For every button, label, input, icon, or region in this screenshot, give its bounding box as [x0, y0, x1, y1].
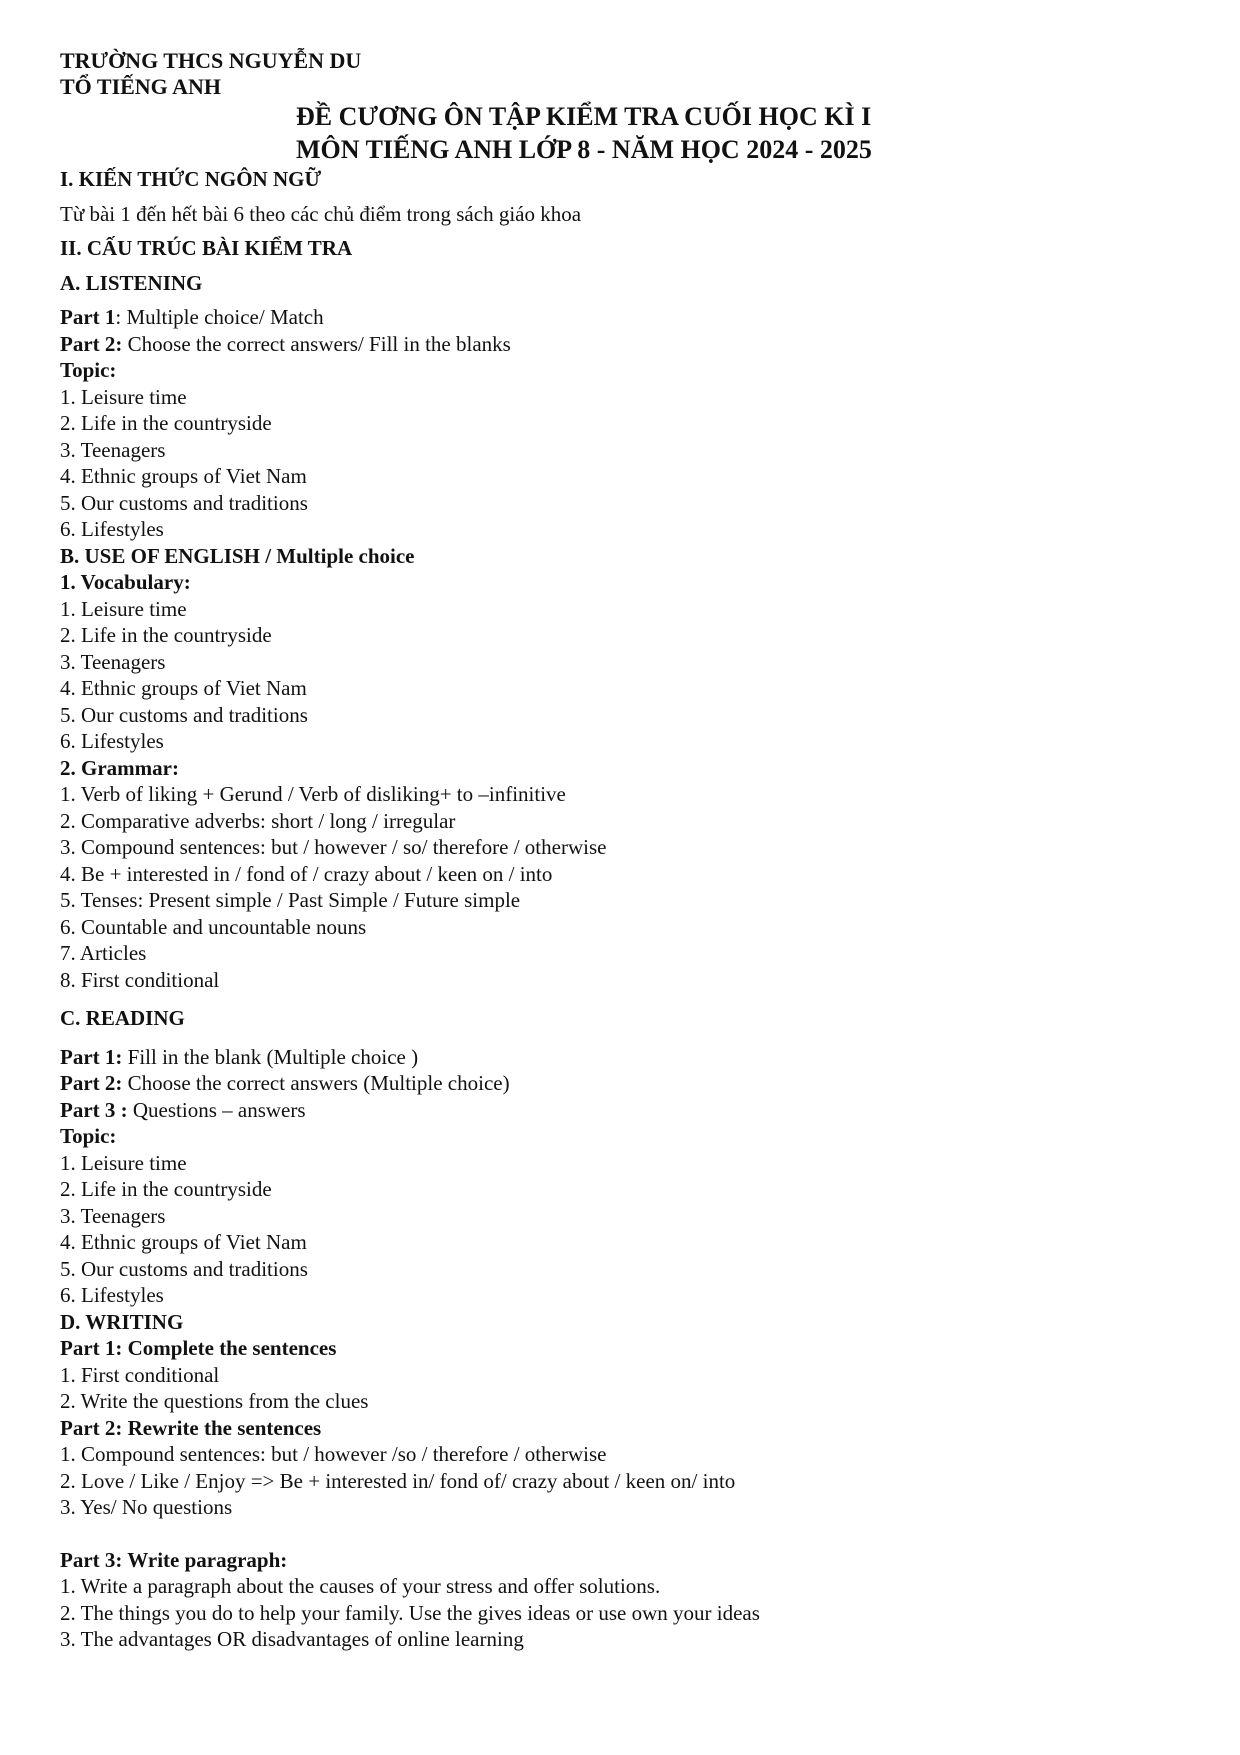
vocabulary-label: 1. Vocabulary: — [60, 570, 191, 594]
list-item: 2. Life in the countryside — [60, 623, 272, 647]
list-item: 5. Our customs and traditions — [60, 702, 308, 727]
writing-part1-label: Part 1: Complete the sentences — [60, 1336, 337, 1360]
list-item: 6. Countable and uncountable nouns — [60, 914, 367, 939]
list-item: 2. Love / Like / Enjoy => Be + interested in/ fond of/ crazy about / keen on/ into — [60, 1468, 736, 1493]
list-item: 6. Lifestyles — [60, 1283, 164, 1307]
writing-part1-list — [60, 1362, 1200, 1415]
list-item: 4. Ethnic groups of Viet Nam — [60, 1230, 307, 1254]
writing-heading: D. WRITING — [60, 1309, 184, 1334]
writing-part3-label: Part 3: Write paragraph: — [60, 1547, 288, 1572]
department-name: TỔ TIẾNG ANH — [60, 74, 221, 99]
document-page — [60, 48, 1200, 1653]
part-label: Part 1 — [60, 305, 116, 329]
list-item: 1. Leisure time — [60, 596, 187, 621]
vocabulary-list — [60, 596, 1200, 755]
list-item: 2. Life in the countryside — [60, 411, 272, 435]
reading-parts — [60, 1044, 1200, 1124]
list-item: 6. Lifestyles — [60, 517, 164, 541]
list-item: 1. Compound sentences: but / however /so / therefore / otherwise — [60, 1442, 607, 1466]
list-item: 8. First conditional — [60, 967, 220, 992]
grammar-list — [60, 781, 1200, 993]
list-item: 4. Be + interested in / fond of / crazy about / keen on / into — [60, 861, 553, 886]
list-item: 3. Compound sentences: but / however / so/ therefore / otherwise — [60, 835, 607, 859]
part-label: Part 3 : — [60, 1097, 128, 1122]
list-item: 2. Life in the countryside — [60, 1177, 272, 1201]
writing-part2-label: Part 2: Rewrite the sentences — [60, 1415, 322, 1440]
list-item: 5. Tenses: Present simple / Past Simple / Future simple — [60, 888, 521, 912]
part-label: Part 2: — [60, 331, 123, 356]
use-of-english-heading: B. USE OF ENGLISH / Multiple choice — [60, 543, 415, 568]
listening-parts — [60, 304, 1200, 357]
section2-heading: II. CẤU TRÚC BÀI KIỂM TRA — [60, 236, 353, 260]
section1-heading: I. KIẾN THỨC NGÔN NGỮ — [60, 167, 322, 191]
list-item: 7. Articles — [60, 941, 147, 965]
part-text: Choose the correct answers/ Fill in the blanks — [122, 331, 511, 356]
part-text: : Multiple choice/ Match — [115, 305, 324, 329]
listening-heading: A. LISTENING — [60, 270, 203, 295]
header — [60, 48, 1200, 166]
listening-part — [60, 304, 1200, 331]
document-title-line1: ĐỀ CƯƠNG ÔN TẬP KIỂM TRA CUỐI HỌC KÌ I — [296, 102, 872, 131]
document-title-line2: MÔN TIẾNG ANH LỚP 8 - NĂM HỌC 2024 - 2025 — [296, 135, 872, 164]
list-item: 3. Teenagers — [60, 1203, 166, 1228]
reading-part — [60, 1097, 1200, 1124]
reading-topic-label: Topic: — [60, 1124, 117, 1148]
list-item: 5. Our customs and traditions — [60, 490, 308, 515]
list-item: 1. Leisure time — [60, 1150, 187, 1175]
reading-topic-list — [60, 1150, 1200, 1309]
list-item: 2. The things you do to help your family. Use the gives ideas or use own your ideas — [60, 1600, 760, 1625]
listening-topic-label: Topic: — [60, 358, 117, 382]
list-item: 2. Write the questions from the clues — [60, 1389, 369, 1413]
list-item: 1. Leisure time — [60, 384, 187, 409]
list-item: 3. Yes/ No questions — [60, 1495, 233, 1519]
section1-text: Từ bài 1 đến hết bài 6 theo các chủ điểm trong sách giáo khoa — [60, 201, 582, 226]
part-text: Fill in the blank (Multiple choice ) — [122, 1044, 419, 1069]
reading-part — [60, 1044, 1200, 1071]
list-item: 3. The advantages OR disadvantages of online learning — [60, 1627, 524, 1651]
list-item: 6. Lifestyles — [60, 729, 164, 753]
list-item: 4. Ethnic groups of Viet Nam — [60, 464, 307, 488]
list-item: 2. Comparative adverbs: short / long / irregular — [60, 808, 456, 833]
part-text: Choose the correct answers (Multiple choice) — [122, 1071, 510, 1095]
listening-part — [60, 331, 1200, 358]
list-item: 3. Teenagers — [60, 649, 166, 674]
grammar-label: 2. Grammar: — [60, 755, 179, 780]
list-item: 4. Ethnic groups of Viet Nam — [60, 676, 307, 700]
part-label: Part 2: — [60, 1071, 123, 1095]
part-text: Questions – answers — [127, 1097, 306, 1122]
list-item: 1. First conditional — [60, 1362, 220, 1387]
list-item: 1. Write a paragraph about the causes of your stress and offer solutions. — [60, 1574, 661, 1598]
list-item: 1. Verb of liking + Gerund / Verb of disliking+ to –infinitive — [60, 782, 566, 806]
writing-part3-list — [60, 1573, 1200, 1653]
writing-part2-list — [60, 1441, 1200, 1521]
school-name: TRƯỜNG THCS NGUYỄN DU — [60, 48, 362, 73]
part-label: Part 1: — [60, 1044, 123, 1069]
reading-part — [60, 1070, 1200, 1097]
list-item: 5. Our customs and traditions — [60, 1256, 308, 1281]
listening-topic-list — [60, 384, 1200, 543]
list-item: 3. Teenagers — [60, 437, 166, 462]
reading-heading: C. READING — [60, 1006, 185, 1030]
